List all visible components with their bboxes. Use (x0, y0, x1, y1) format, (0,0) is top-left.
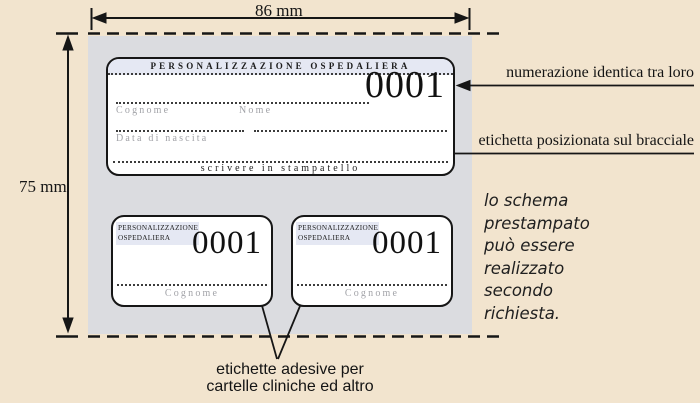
sticker-right-header-line1: PERSONALIZZAZIONE (298, 224, 379, 232)
sticker-right-number: 0001 (372, 225, 442, 261)
stickers-annotation-line2: cartelle cliniche ed altro (206, 378, 374, 395)
bracelet-label-footer-note: scrivere in stampatello (200, 163, 361, 174)
height-dimension-label: 75 mm (19, 177, 67, 196)
schema-annotation-line: secondo (484, 281, 553, 300)
sticker-label-right (291, 215, 453, 307)
birthdate-dotted-line (116, 130, 244, 132)
stickers-annotation (170, 362, 410, 396)
schema-annotation-line: può essere (484, 236, 575, 255)
sticker-right-field-label: Cognome (344, 288, 400, 299)
width-dimension-label: 86 mm (255, 1, 303, 20)
schema-annotation-line: prestampato (484, 213, 590, 233)
schema-annotation (484, 190, 654, 325)
sticker-right-header-line2: OSPEDALIERA (298, 233, 351, 242)
bracelet-label-header: PERSONALIZZAZIONE OSPEDALIERA (108, 59, 453, 75)
bracelet-label-number: 0001 (365, 64, 445, 106)
name-field-label: Nome (239, 105, 273, 116)
schema-annotation-line: lo schema (484, 191, 569, 210)
stickers-annotation-line1: etichette adesive per (216, 361, 364, 378)
numbering-leader-arrow (457, 81, 694, 91)
schema-annotation-line: realizzato (484, 258, 565, 278)
numbering-annotation: numerazione identica tra loro (506, 64, 694, 81)
sticker-left-number: 0001 (192, 225, 262, 261)
sticker-label-left (111, 215, 273, 307)
sticker-left-field-label: Cognome (164, 288, 220, 299)
bracelet-label (106, 57, 455, 176)
sticker-left-header-line1: PERSONALIZZAZIONE (118, 224, 199, 232)
sticker-left-header-line2: OSPEDALIERA (118, 233, 171, 242)
sticker-left-header (116, 222, 199, 245)
birthdate-field-label: Data di nascita (116, 133, 209, 144)
sticker-left-dotted-line (117, 284, 267, 286)
sticker-right-dotted-line (297, 284, 447, 286)
bracelet-annotation: etichetta posizionata sul bracciale (478, 132, 694, 149)
birthdate-dotted-line-2 (254, 130, 447, 132)
surname-dotted-line (116, 102, 369, 104)
schema-annotation-line: richiesta. (484, 303, 561, 323)
sticker-right-header (296, 222, 379, 245)
surname-field-label: Cognome (116, 105, 171, 116)
